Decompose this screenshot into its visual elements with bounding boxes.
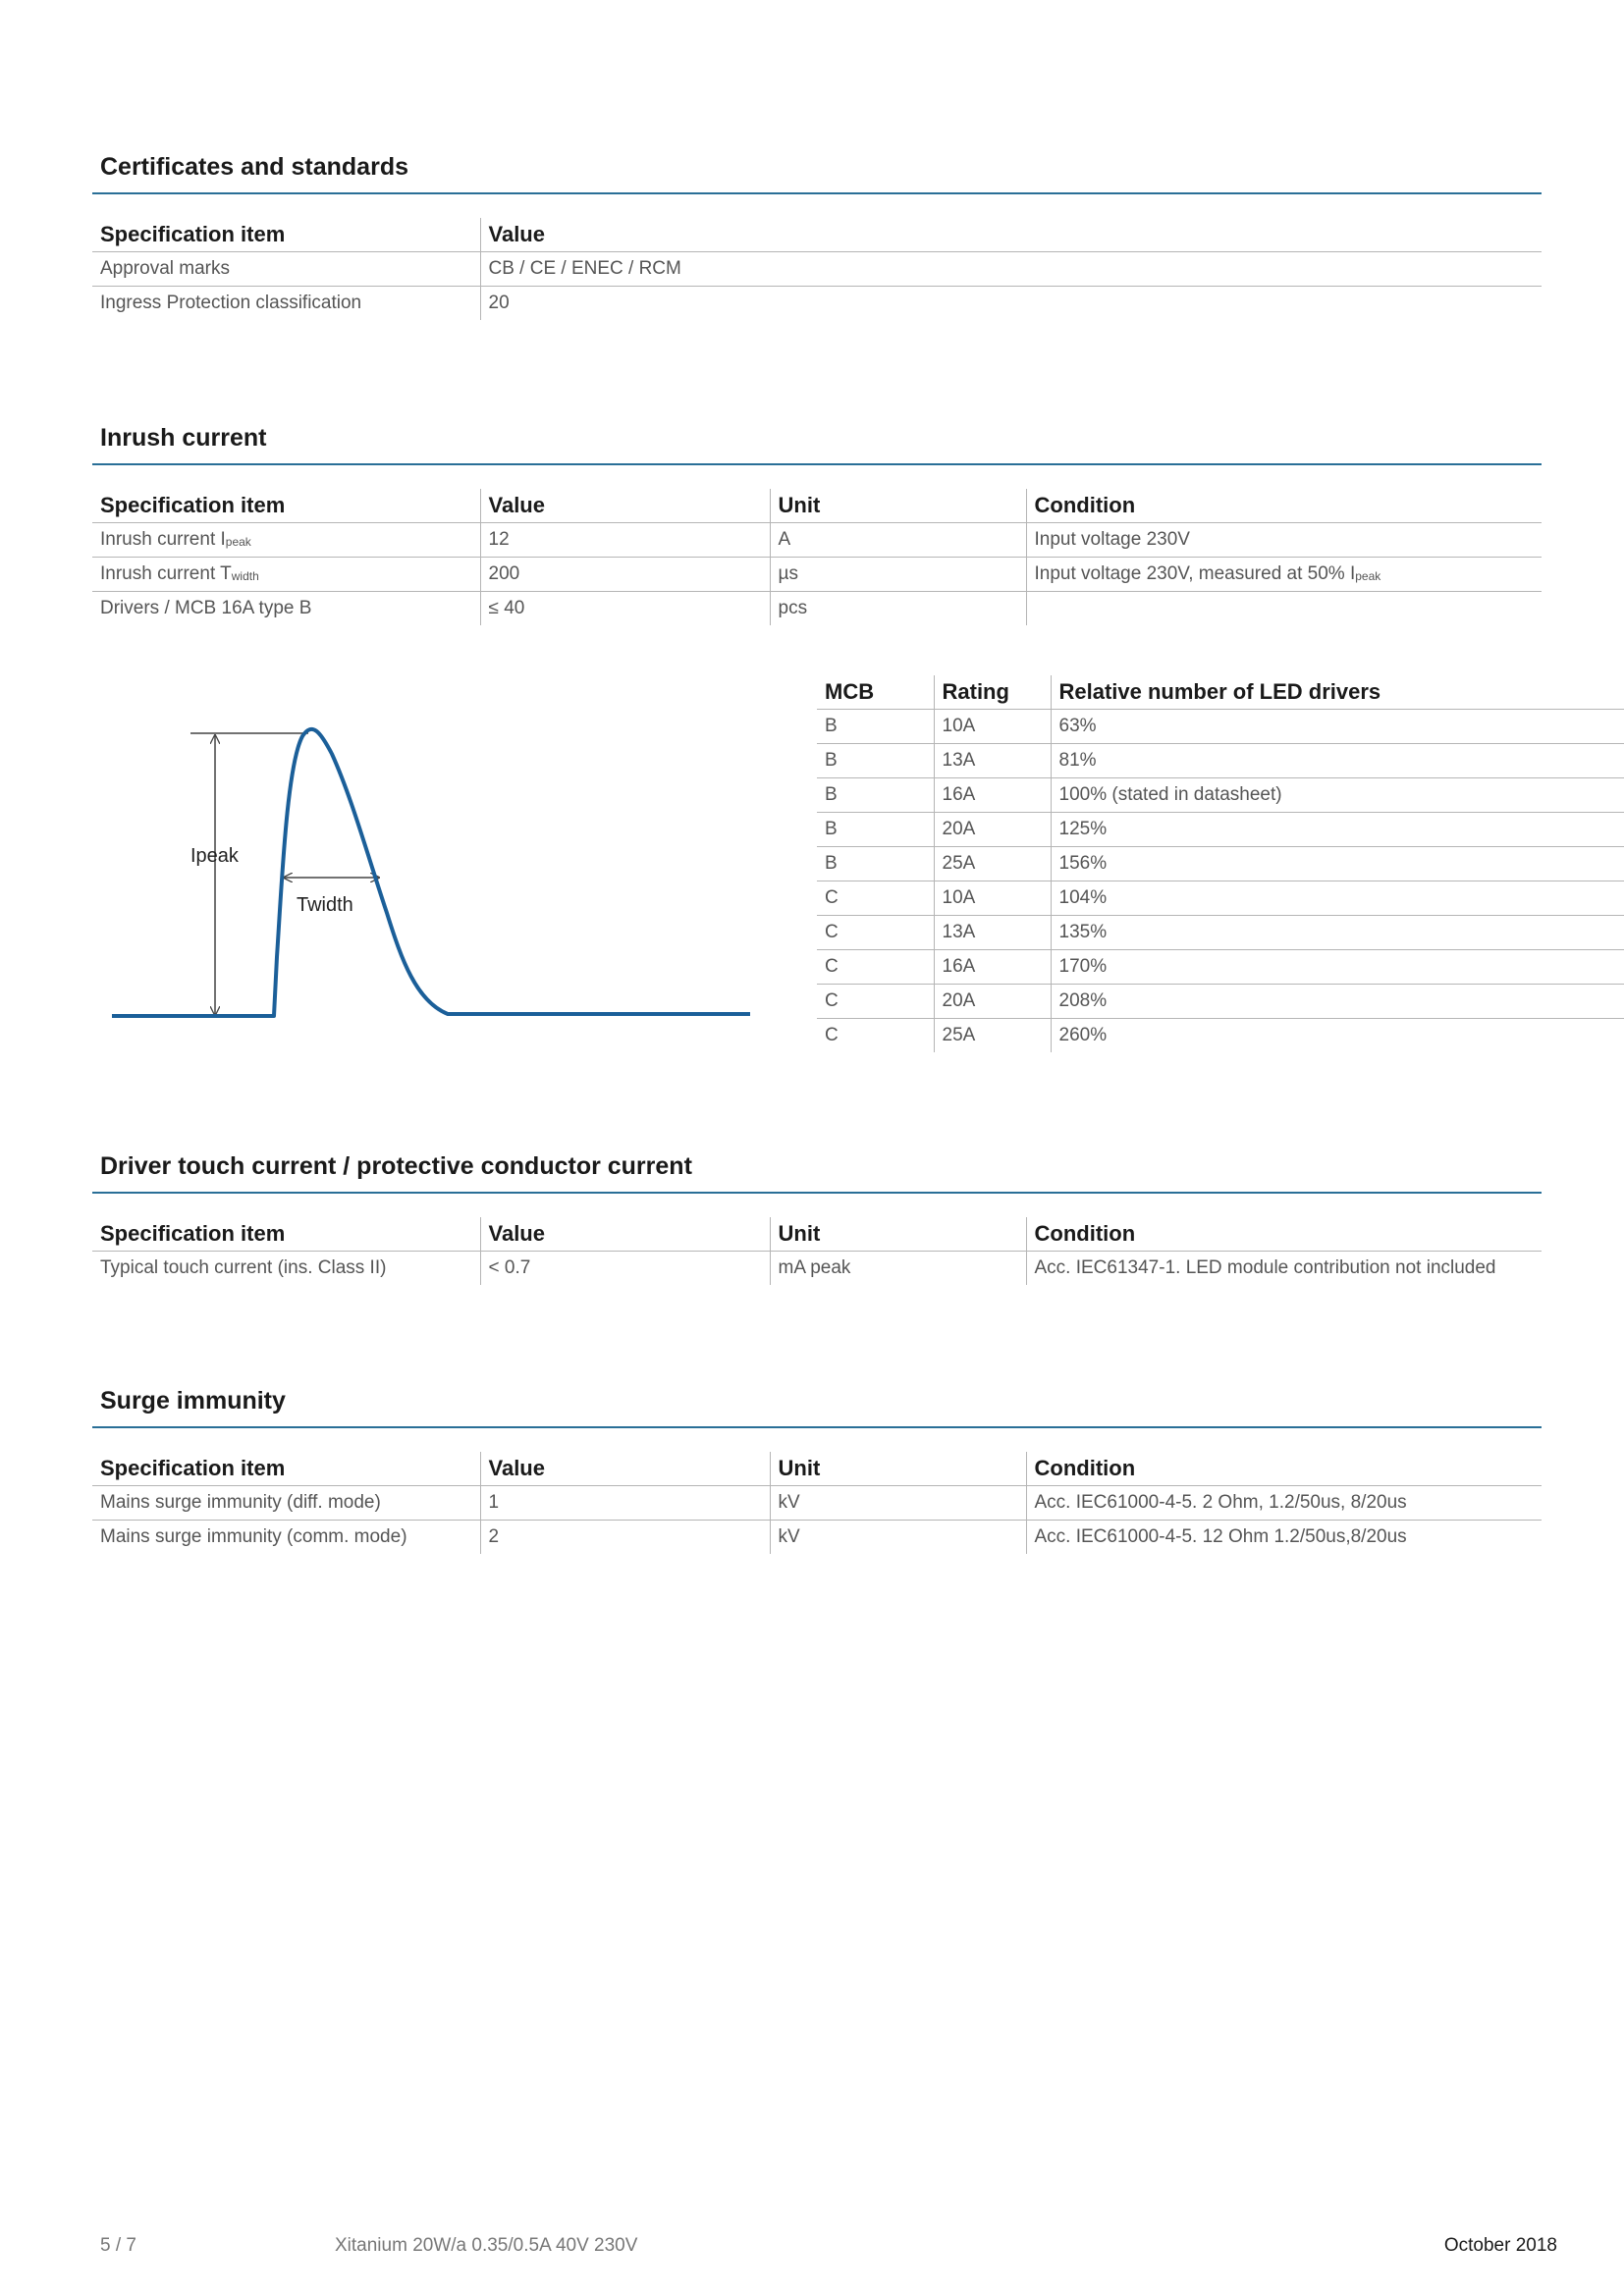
- col-header: Condition: [1026, 1217, 1542, 1252]
- col-header: Specification item: [92, 1217, 480, 1252]
- col-header: Specification item: [92, 218, 480, 252]
- table-cell: 100% (stated in datasheet): [1051, 778, 1624, 813]
- table-row: [817, 881, 1624, 916]
- table-cell: 20: [480, 287, 1542, 321]
- table-cell: [92, 558, 480, 592]
- col-header: Unit: [770, 1217, 1026, 1252]
- surge-immunity-table: [92, 1452, 1542, 1554]
- col-header: Value: [480, 218, 1542, 252]
- section-title: Surge immunity: [100, 1387, 286, 1415]
- col-header: Specification item: [92, 489, 480, 523]
- table-header-row: [92, 1452, 1542, 1486]
- table-cell: B: [817, 847, 934, 881]
- table-cell: 10A: [934, 710, 1051, 744]
- table-row: [817, 847, 1624, 881]
- col-header: Rating: [934, 675, 1051, 710]
- table-cell: 25A: [934, 847, 1051, 881]
- table-row: [817, 916, 1624, 950]
- table-row: [817, 813, 1624, 847]
- table-cell: [1026, 592, 1542, 626]
- table-cell: [1026, 558, 1542, 592]
- section-rule: [92, 1426, 1542, 1428]
- table-row: [92, 558, 1542, 592]
- table-cell: 135%: [1051, 916, 1624, 950]
- col-header: Condition: [1026, 489, 1542, 523]
- col-header: Value: [480, 1452, 770, 1486]
- ipeak-label: Ipeak: [190, 845, 239, 867]
- section-title: Driver touch current / protective conductor current: [100, 1152, 692, 1180]
- table-row: [817, 778, 1624, 813]
- table-row: [92, 1486, 1542, 1521]
- table-cell: Typical touch current (ins. Class II): [100, 1257, 387, 1278]
- inrush-waveform: [112, 729, 750, 1016]
- section-rule: [92, 192, 1542, 194]
- table-cell: kV: [770, 1486, 1026, 1521]
- certificates-section: [92, 149, 1542, 320]
- table-cell: 13A: [934, 916, 1051, 950]
- table-row: [817, 1019, 1624, 1053]
- table-row: [92, 252, 1542, 287]
- table-row: [92, 523, 1542, 558]
- subscript: width: [231, 569, 259, 583]
- inrush-table: [92, 489, 1542, 625]
- table-cell: 16A: [934, 778, 1051, 813]
- table-cell: B: [817, 744, 934, 778]
- col-header: Unit: [770, 489, 1026, 523]
- table-cell: 20A: [934, 985, 1051, 1019]
- table-cell: Mains surge immunity (diff. mode): [92, 1486, 480, 1521]
- footer-page-number: 5 / 7: [100, 2235, 136, 2256]
- section-title: Inrush current: [100, 424, 267, 452]
- table-cell: C: [825, 1025, 839, 1045]
- table-cell: 12: [480, 523, 770, 558]
- table-cell: Acc. IEC61000-4-5. 12 Ohm 1.2/50us,8/20us: [1026, 1521, 1542, 1555]
- subscript: peak: [225, 535, 251, 549]
- table-cell: 156%: [1051, 847, 1624, 881]
- table-cell: C: [817, 881, 934, 916]
- inrush-section: [92, 420, 1542, 625]
- table-row: [92, 287, 1542, 321]
- table-row: [92, 592, 1542, 626]
- table-row: [817, 744, 1624, 778]
- table-cell: A: [770, 523, 1026, 558]
- col-header: Value: [480, 489, 770, 523]
- table-cell: 13A: [934, 744, 1051, 778]
- table-cell: 208%: [1051, 985, 1624, 1019]
- col-header: Condition: [1026, 1452, 1542, 1486]
- table-header-row: [817, 675, 1624, 710]
- col-header: Relative number of LED drivers: [1051, 675, 1624, 710]
- col-header: Specification item: [92, 1452, 480, 1486]
- table-cell: µs: [770, 558, 1026, 592]
- table-cell: 200: [480, 558, 770, 592]
- table-cell: pcs: [770, 592, 1026, 626]
- table-cell: 16A: [934, 950, 1051, 985]
- table-cell: 260%: [1051, 1019, 1624, 1053]
- table-cell: < 0.7: [480, 1252, 770, 1286]
- mcb-table: [817, 675, 1624, 1052]
- table-header-row: [92, 489, 1542, 523]
- table-cell: [92, 523, 480, 558]
- table-cell: C: [817, 916, 934, 950]
- col-header: MCB: [817, 675, 934, 710]
- subscript: peak: [1355, 569, 1381, 583]
- condition-text: Input voltage 230V, measured at 50% I: [1034, 563, 1356, 584]
- table-cell: Acc. IEC61347-1. LED module contribution not included: [1026, 1252, 1542, 1286]
- table-cell: [1026, 523, 1542, 558]
- section-rule: [92, 463, 1542, 465]
- table-cell: 1: [480, 1486, 770, 1521]
- table-cell: Mains surge immunity (comm. mode): [100, 1526, 407, 1547]
- table-row: [817, 950, 1624, 985]
- table-cell: ≤ 40: [480, 592, 770, 626]
- table-cell: B: [817, 710, 934, 744]
- table-cell: B: [817, 778, 934, 813]
- section-title: Certificates and standards: [100, 153, 408, 181]
- touch-current-table: [92, 1217, 1542, 1285]
- table-cell: 25A: [934, 1019, 1051, 1053]
- table-cell: 10A: [934, 881, 1051, 916]
- certificates-table: [92, 218, 1542, 320]
- table-cell: 20A: [934, 813, 1051, 847]
- footer-date: October 2018: [1443, 2235, 1557, 2256]
- table-header-row: [92, 218, 1542, 252]
- table-cell: kV: [770, 1521, 1026, 1555]
- section-rule: [92, 1192, 1542, 1194]
- col-header: Value: [480, 1217, 770, 1252]
- table-cell: mA peak: [770, 1252, 1026, 1286]
- table-header-row: [92, 1217, 1542, 1252]
- table-cell: Ingress Protection classification: [100, 293, 362, 313]
- table-cell: CB / CE / ENEC / RCM: [480, 252, 1542, 287]
- condition-text: Input voltage 230V: [1034, 529, 1190, 550]
- table-row: [817, 985, 1624, 1019]
- table-row: [92, 1521, 1542, 1555]
- twidth-label: Twidth: [297, 894, 353, 916]
- inrush-waveform-diagram: [102, 707, 760, 1031]
- table-cell: C: [817, 985, 934, 1019]
- table-cell: B: [817, 813, 934, 847]
- item-text: Inrush current I: [100, 529, 226, 550]
- table-cell: Drivers / MCB 16A type B: [100, 598, 312, 618]
- col-header: Unit: [770, 1452, 1026, 1486]
- surge-immunity-section: [92, 1383, 1542, 1554]
- table-cell: 63%: [1051, 710, 1624, 744]
- item-text: Inrush current T: [100, 563, 232, 584]
- table-cell: 81%: [1051, 744, 1624, 778]
- table-row: [817, 710, 1624, 744]
- table-cell: C: [817, 950, 934, 985]
- table-cell: 170%: [1051, 950, 1624, 985]
- table-cell: Approval marks: [92, 252, 480, 287]
- table-cell: 125%: [1051, 813, 1624, 847]
- table-cell: 104%: [1051, 881, 1624, 916]
- table-cell: 2: [480, 1521, 770, 1555]
- table-row: [92, 1252, 1542, 1286]
- table-cell: Acc. IEC61000-4-5. 2 Ohm, 1.2/50us, 8/20us: [1026, 1486, 1542, 1521]
- footer-product-name: Xitanium 20W/a 0.35/0.5A 40V 230V: [335, 2235, 638, 2256]
- touch-current-section: [92, 1148, 1542, 1285]
